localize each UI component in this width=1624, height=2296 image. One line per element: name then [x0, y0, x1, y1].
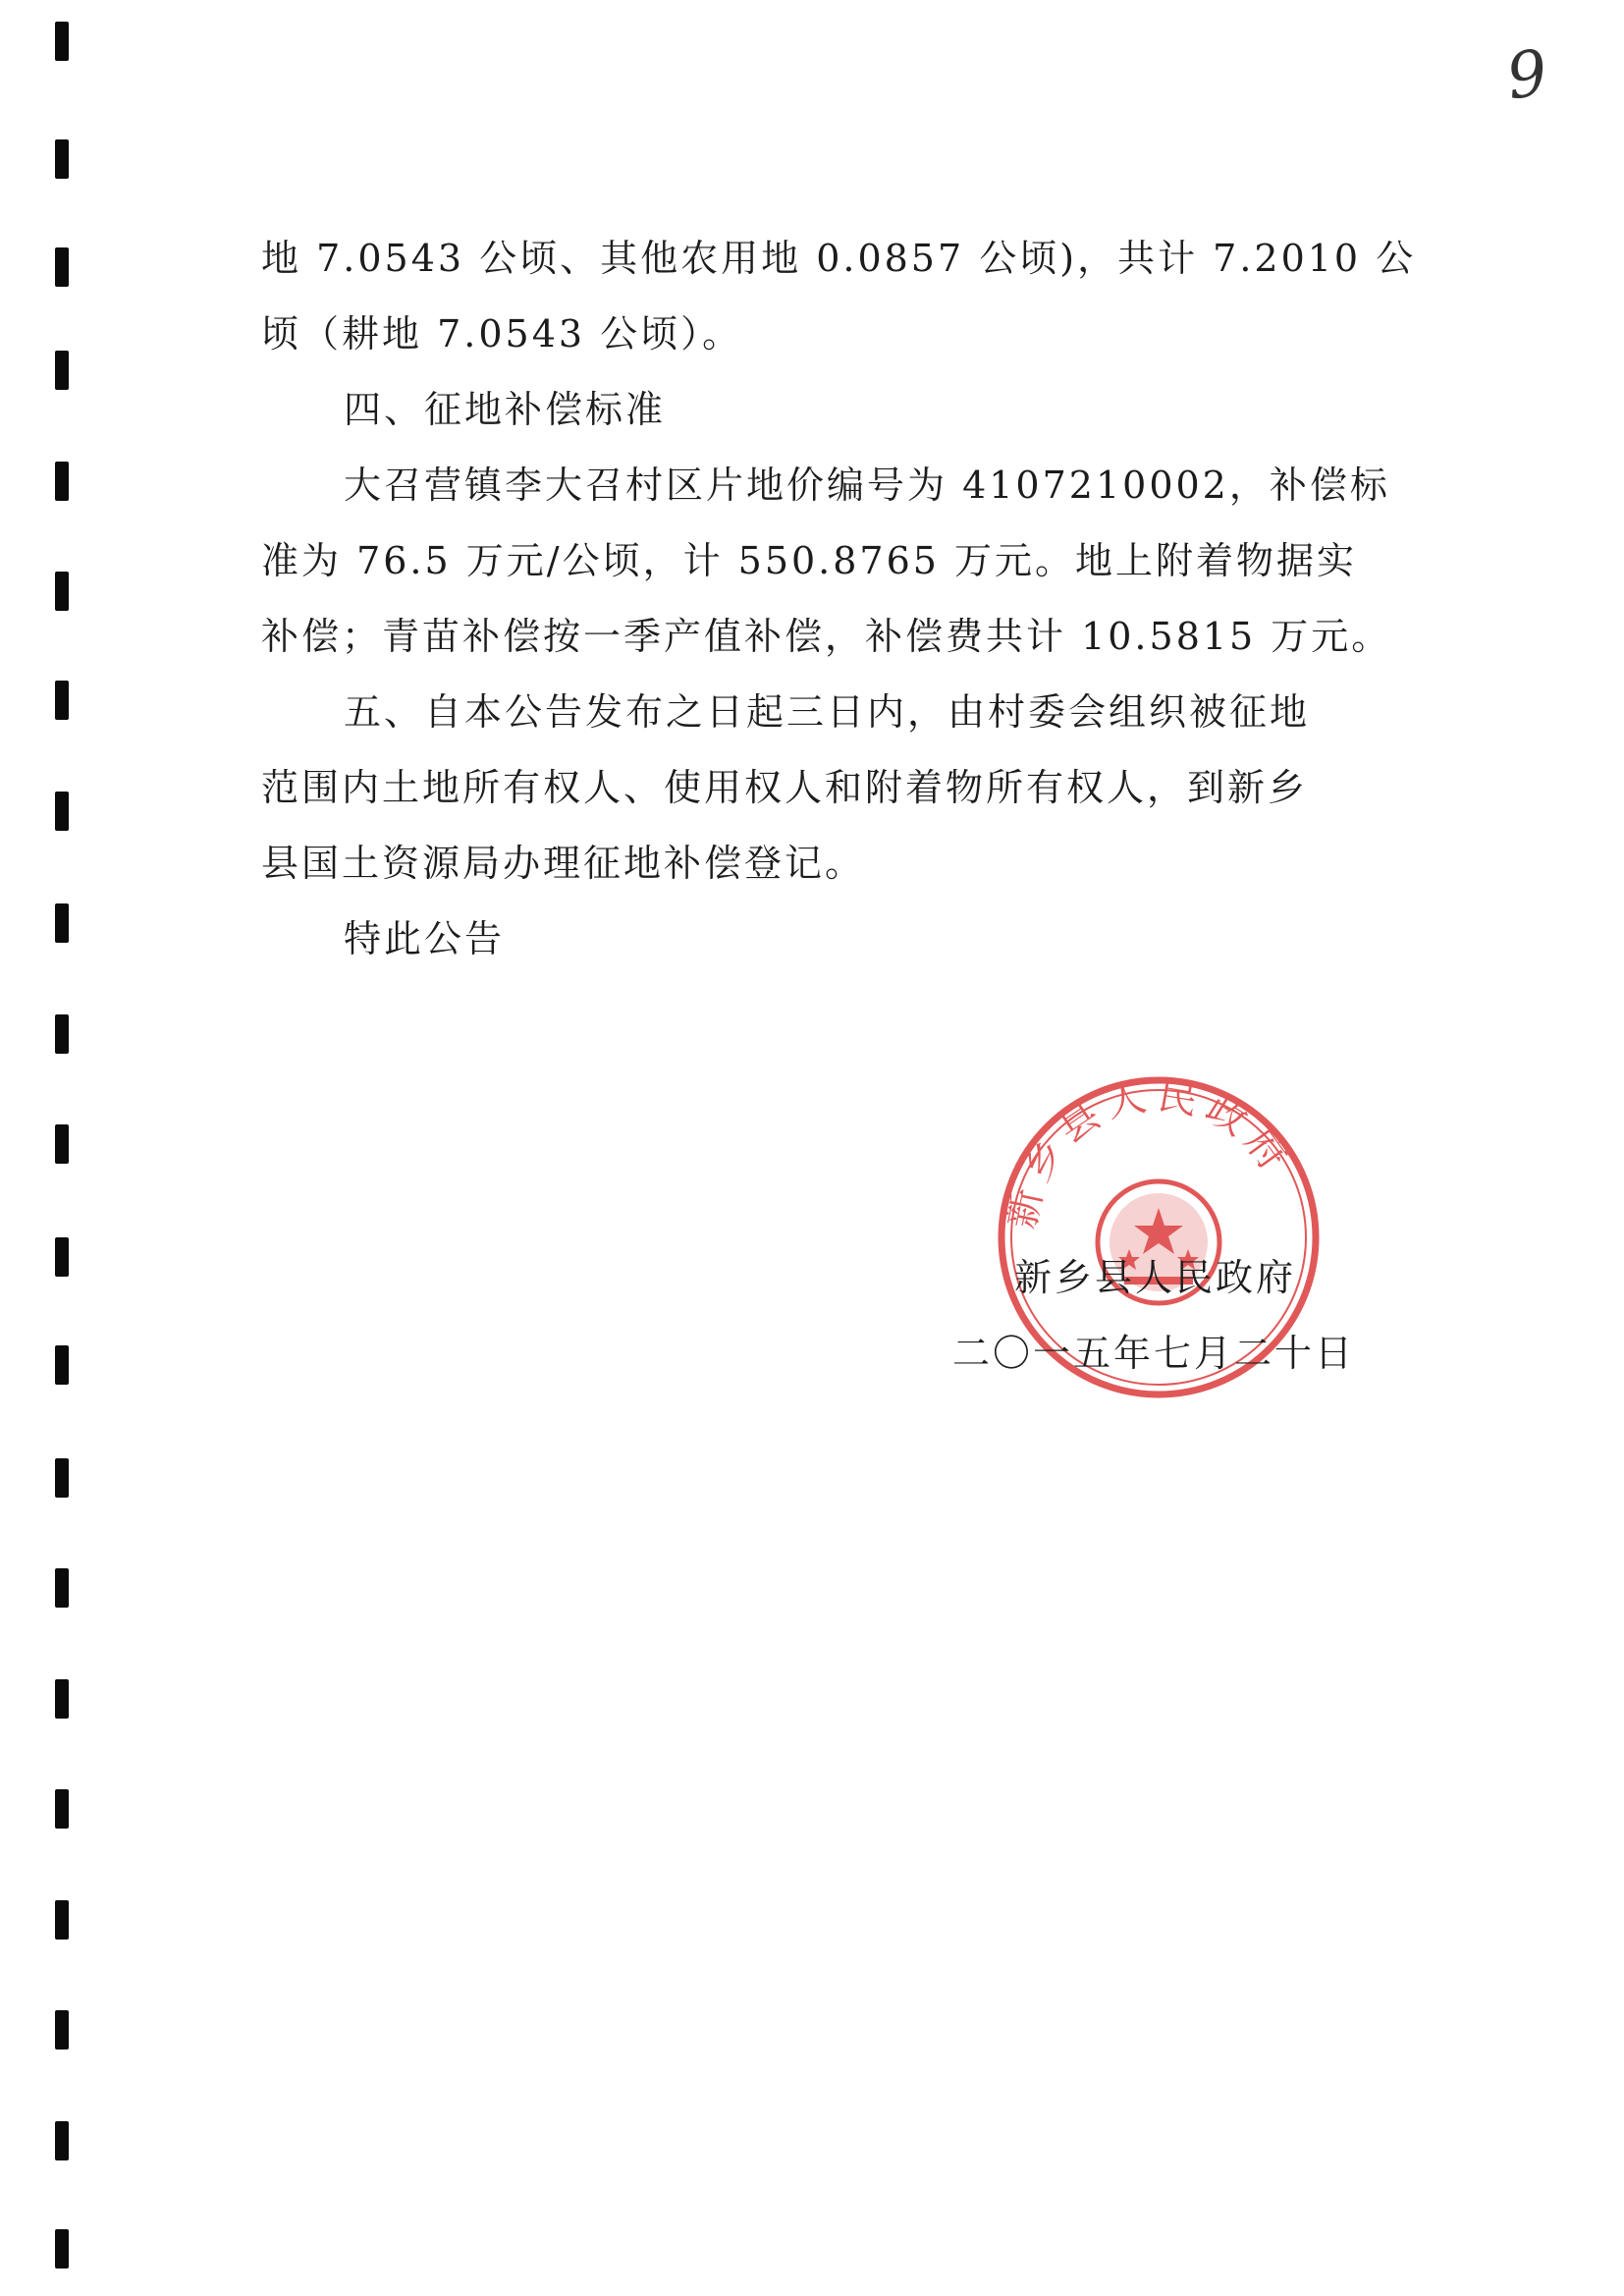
binding-mark: [55, 139, 69, 179]
paragraph-line: 顷（耕地 7.0543 公顷）。: [261, 312, 743, 355]
binding-mark: [55, 2010, 69, 2050]
binding-mark: [55, 2121, 69, 2160]
paragraph-line: 大召营镇李大召村区片地价编号为 4107210002，补偿标: [344, 464, 1390, 507]
closing-phrase: 特此公告: [344, 917, 506, 960]
binding-mark: [55, 681, 69, 720]
paragraph-line: 准为 76.5 万元/公顷，计 550.8765 万元。地上附着物据实: [261, 539, 1358, 582]
paragraph-line: 五、自本公告发布之日起三日内，由村委会组织被征地: [344, 690, 1311, 734]
binding-mark: [55, 572, 69, 611]
handwritten-page-number: 9: [1502, 36, 1552, 115]
binding-mark: [55, 1458, 69, 1498]
paragraph-line: 补偿；青苗补偿按一季产值补偿，补偿费共计 10.5815 万元。: [261, 615, 1392, 658]
binding-mark: [55, 1014, 69, 1054]
binding-mark: [55, 1237, 69, 1277]
binding-mark: [55, 1900, 69, 1940]
binding-mark: [55, 351, 69, 390]
binding-mark: [55, 22, 69, 61]
section-heading: 四、征地补偿标准: [344, 388, 667, 431]
binding-mark: [55, 792, 69, 831]
seal-inscription: 新乡县人民政府: [999, 1072, 1301, 1233]
paragraph-line: 范围内土地所有权人、使用权人和附着物所有权人，到新乡: [261, 766, 1309, 809]
binding-mark: [55, 247, 69, 287]
binding-mark: [55, 1124, 69, 1164]
paragraph-line: 县国土资源局办理征地补偿登记。: [261, 842, 866, 885]
paragraph-line: 地 7.0543 公顷、其他农用地 0.0857 公顷)，共计 7.2010 公: [261, 237, 1417, 280]
binding-mark: [55, 2229, 69, 2269]
binding-mark: [55, 1568, 69, 1608]
binding-mark: [55, 903, 69, 943]
binding-mark: [55, 1345, 69, 1385]
binding-mark: [55, 1789, 69, 1829]
signing-organization: 新乡县人民政府: [1014, 1256, 1297, 1299]
binding-mark: [55, 462, 69, 501]
signing-date: 二〇一五年七月二十日: [952, 1332, 1356, 1375]
binding-mark: [55, 1679, 69, 1719]
